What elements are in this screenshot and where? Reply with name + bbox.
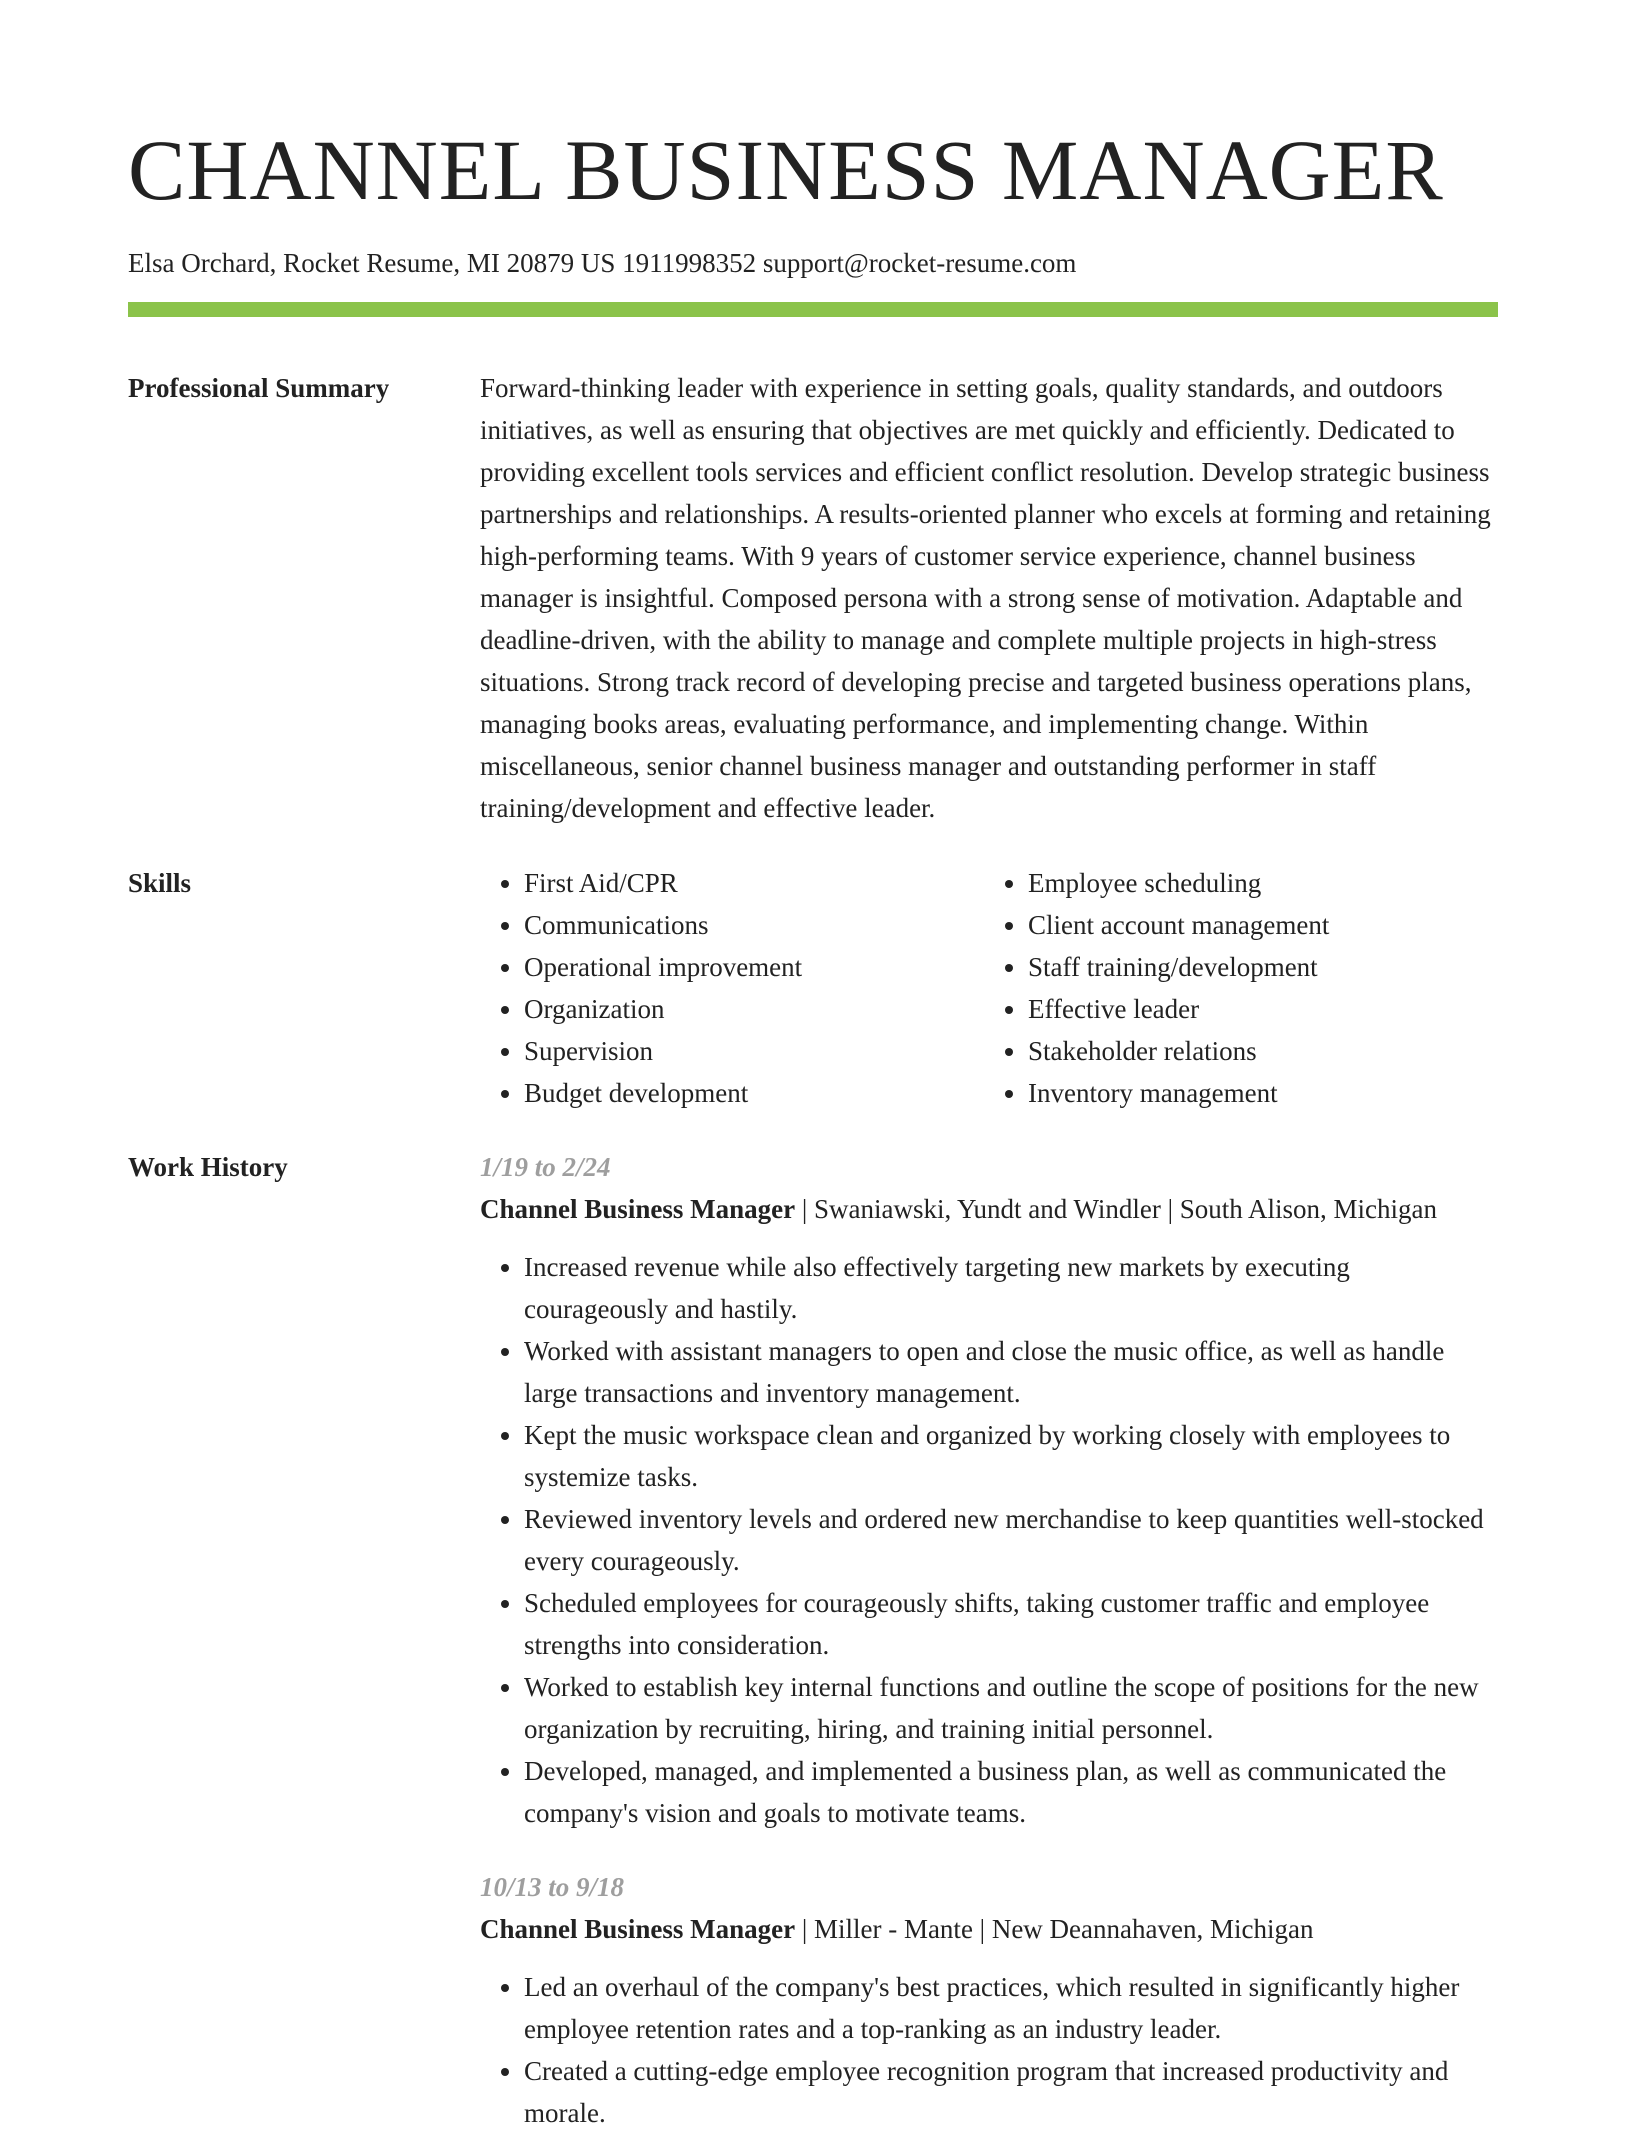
skills-columns (480, 862, 1528, 1114)
skill-item: • First Aid/CPR (524, 862, 984, 904)
skill-item: • Supervision (524, 1030, 984, 1072)
job-dates: 10/13 to 9/18 (480, 1872, 625, 1902)
job-bullet-list (480, 1966, 1498, 2134)
job-bullet: • Worked to establish key internal functions and outline the scope of positions for the new organization by recruiting, hiring, and training initial personnel. (524, 1666, 1498, 1750)
summary-text: Forward-thinking leader with experience in setting goals, quality standards, and outdoors initiatives, as well as ensuring that objectives are met quickly and efficiently. Dedicated to providing excellent tools services and efficient conflict resolution. Develop strategic business partnerships and relationships. A results-oriented planner who excels at forming and retaining high-performing teams. With 9 years of customer service experience, channel business manager is insightful. Composed persona with a strong sense of motivation. Adaptable and deadline-driven, with the ability to manage and complete multiple projects in high-stress situations. Strong track record of developing precise and targeted business operations plans, managing books areas, evaluating performance, and implementing change. Within miscellaneous, senior channel business manager and outstanding performer in staff training/development and effective leader. (480, 373, 1491, 823)
job-bullet: • Scheduled employees for courageously shifts, taking customer traffic and employee strengths into consideration. (524, 1582, 1498, 1666)
resume-title: CHANNEL BUSINESS MANAGER (128, 122, 1444, 218)
job-dates: 1/19 to 2/24 (480, 1152, 611, 1182)
job-bullet: • Kept the music workspace clean and organized by working closely with employees to systemize tasks. (524, 1414, 1498, 1498)
job-heading (480, 1908, 1498, 1950)
job-title: Channel Business Manager (480, 1194, 796, 1224)
job-bullet: • Created a cutting-edge employee recognition program that increased productivity and morale. (524, 2050, 1498, 2134)
job-heading (480, 1188, 1498, 1230)
work-history-section (128, 1146, 1498, 2134)
skills-list-left (480, 862, 984, 1114)
skill-item: • Inventory management (1028, 1072, 1528, 1114)
skill-item: • Effective leader (1028, 988, 1528, 1030)
job-bullet: • Developed, managed, and implemented a business plan, as well as communicated the company's vision and goals to motivate teams. (524, 1750, 1498, 1834)
skill-item: • Organization (524, 988, 984, 1030)
skills-section (128, 862, 1498, 1114)
section-label-skills: Skills (128, 868, 192, 898)
job-bullet-list (480, 1246, 1498, 1834)
skill-item: • Budget development (524, 1072, 984, 1114)
header-divider (128, 302, 1498, 317)
job-entry (480, 1146, 1498, 1834)
skill-item: • Operational improvement (524, 946, 984, 988)
skill-item: • Employee scheduling (1028, 862, 1528, 904)
summary-section (128, 367, 1498, 829)
job-company-location: | Miller - Mante | New Deannahaven, Michigan (795, 1914, 1314, 1944)
job-entry (480, 1866, 1498, 2134)
skill-item: • Stakeholder relations (1028, 1030, 1528, 1072)
work-history-body (480, 1146, 1498, 2134)
job-bullet: • Worked with assistant managers to open and close the music office, as well as handle large transactions and inventory management. (524, 1330, 1498, 1414)
job-bullet: • Increased revenue while also effectively targeting new markets by executing courageously and hastily. (524, 1246, 1498, 1330)
skill-item: • Client account management (1028, 904, 1528, 946)
job-company-location: | Swaniawski, Yundt and Windler | South Alison, Michigan (795, 1194, 1438, 1224)
skill-item: • Communications (524, 904, 984, 946)
skill-item: • Staff training/development (1028, 946, 1528, 988)
job-bullet: • Reviewed inventory levels and ordered new merchandise to keep quantities well-stocked every courageously. (524, 1498, 1498, 1582)
section-label-summary: Professional Summary (128, 373, 390, 403)
job-bullet: • Led an overhaul of the company's best practices, which resulted in significantly higher employee retention rates and a top-ranking as an industry leader. (524, 1966, 1498, 2050)
job-title: Channel Business Manager (480, 1914, 796, 1944)
skills-list-right (984, 862, 1528, 1114)
section-label-work-history: Work History (128, 1152, 288, 1182)
contact-line: Elsa Orchard, Rocket Resume, MI 20879 US 1911998352 support@rocket-resume.com (128, 248, 1077, 278)
